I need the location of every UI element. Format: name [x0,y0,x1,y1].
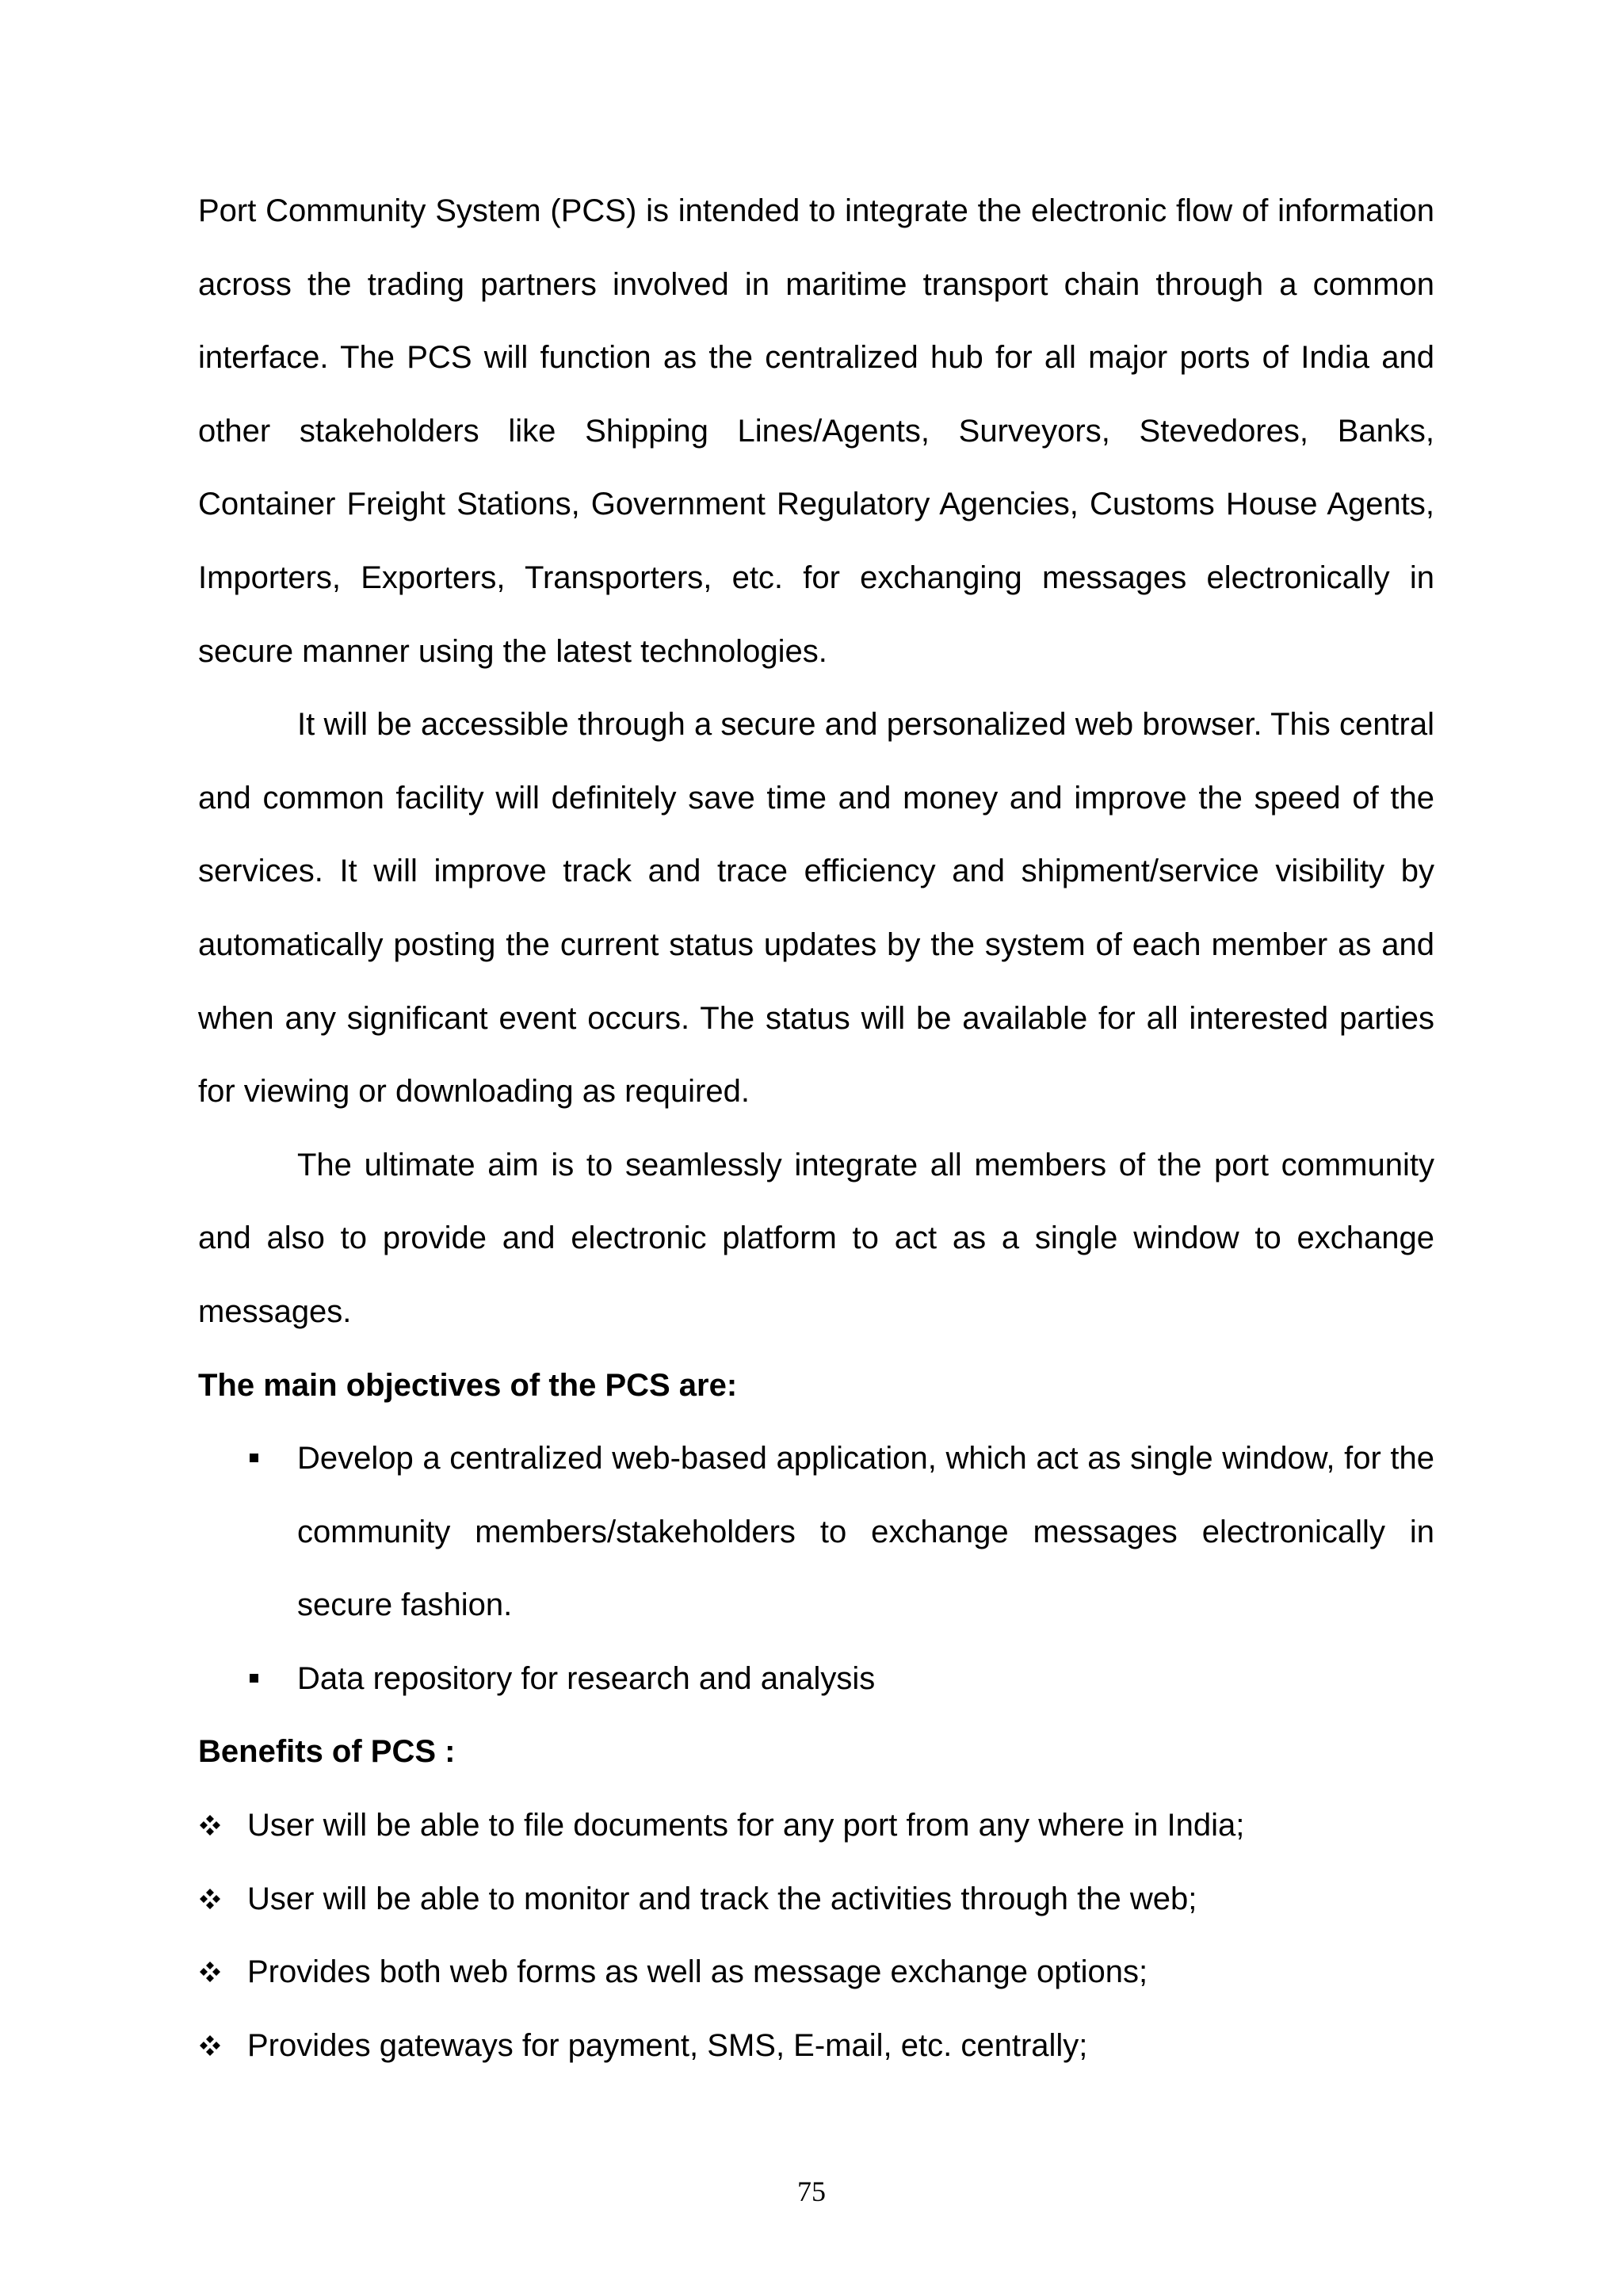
list-item [198,1862,1434,1936]
list-item [198,2009,1434,2083]
list-item [198,1422,1434,1642]
four-diamond-bullet-icon [200,1962,220,1982]
benefit-text: User will be able to monitor and track the activities through the web; [247,1881,1197,1916]
objective-text: Develop a centralized web-based application, which act as single window, for the community members/stakeholders to exchange messages electronically in secure fashion. [297,1441,1434,1623]
square-bullet-icon [250,1454,258,1462]
four-diamond-bullet-icon [200,2035,220,2056]
page-body [198,174,1434,2082]
objective-text: Data repository for research and analysis [297,1660,876,1696]
benefits-heading: Benefits of PCS : [198,1734,456,1770]
list-item [198,1789,1434,1862]
paragraph-intro: Port Community System (PCS) is intended to integrate the electronic flow of information across the trading partners involved in maritime transport chain through a common interface. The PCS will function as the centralized hub for all major ports of India and other stakeholders like Shipping Lines/Agents, Surveyors, Stevedores, Banks, Container Freight Stations, Government Regulatory Agencies, Customs House Agents, Importers, Exporters, Transporters, etc. for exchanging messages electronically in secure manner using the latest technologies. [198,193,1434,669]
objectives-heading: The main objectives of the PCS are: [198,1367,738,1403]
benefit-text: Provides gateways for payment, SMS, E-mail, etc. centrally; [247,2027,1088,2063]
paragraph-accessibility: It will be accessible through a secure and personalized web browser. This central and common facility will definitely save time and money and improve the speed of the services. It will improve track and trace efficiency and shipment/service visibility by automatically posting the current status updates by the system of each member as and when any significant event occurs. The status will be available for all interested parties for viewing or downloading as required. [198,707,1434,1110]
list-item [198,1935,1434,2009]
objectives-list [198,1422,1434,1715]
page-number: 75 [797,2176,826,2207]
paragraph-ultimate-aim: The ultimate aim is to seamlessly integrate all members of the port community and also to provide and electronic platform to act as a single window to exchange messages. [198,1147,1434,1329]
benefit-text: User will be able to file documents for any port from any where in India; [247,1808,1245,1843]
benefits-list [198,1789,1434,2082]
benefit-text: Provides both web forms as well as message exchange options; [247,1954,1148,1990]
square-bullet-icon [250,1674,258,1683]
list-item [198,1642,1434,1716]
four-diamond-bullet-icon [200,1815,220,1836]
four-diamond-bullet-icon [200,1889,220,1909]
